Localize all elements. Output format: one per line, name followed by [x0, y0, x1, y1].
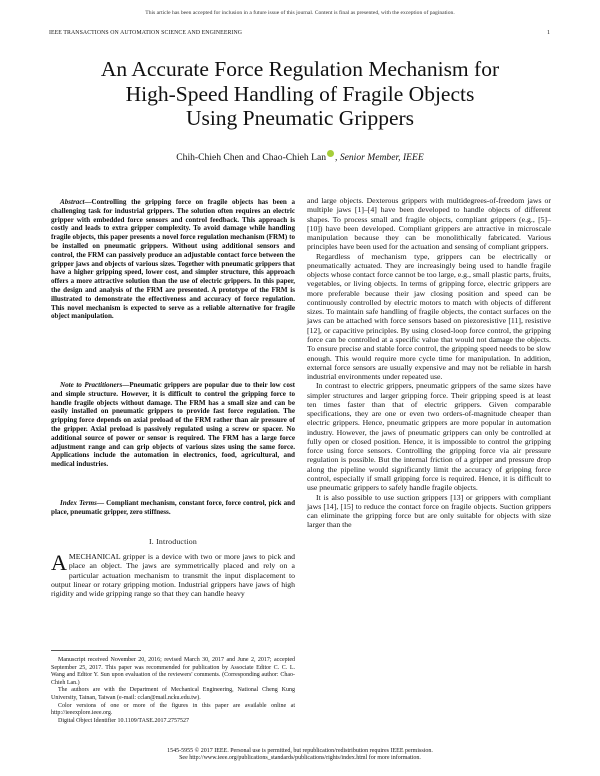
author-line: [0, 150, 600, 163]
index-terms: [51, 499, 295, 517]
footnote: Digital Object Identifier 10.1109/TASE.2017.2757527: [58, 717, 189, 724]
body-paragraph: Regardless of mechanism type, grippers can be electrically or pneumatically actuated. They are increasingly being used to handle fragile objects whose contact force cannot be too large, e.g., small plastic parts, fruits, vegetables, or living objects. In terms of gripping force, electric grippers are more preferable because their jaw closing position and speed can be continuously controlled by electric motors to match with objects of different sizes. To maintain safe handling of fragile objects, the contact surfaces on the jaws can be attached with force sensors based on piezoresistive [11], resistive [12], or capacitive principles. By using closed-loop force control, the gripping force can be controlled at a specific value that would not damage the objects. To ensure precise and stable force control, the gripping speed needs to be slow enough. This would require more cycle time for manipulation. In addition, external force sensors are usually expensive and may not be reliable in harsh industrial environments under repeated use.: [307, 251, 551, 382]
abstract-text: —Controlling the gripping force on fragile objects has been a challenging task for industrial grippers. The solution often requires an electric gripper with embedded force sensors and control feedback. This approach is costly and leads to extra gripper complexity. To avoid damage while handling fragile objects, this paper presents a novel force regulation mechanism (FRM) to be installed on pneumatic grippers. Without using additional sensors and control, the FRM can passively produce an adjustable contact force between the gripper jaws and objects of various sizes. Together with pneumatic grippers that have a higher gripping speed, lower cost, and simpler structure, this approach offers a more attractive solution than the use of electric grippers. In this paper, the design and analysis of the FRM are presented. A prototype of the FRM is illustrated to demonstrate the effectiveness and accuracy of force regulation. This novel mechanism is expected to serve as a reliable alternative for fragile object manipulation.: [51, 198, 295, 321]
running-head: IEEE TRANSACTIONS ON AUTOMATION SCIENCE AND ENGINEERING: [49, 30, 243, 36]
body-paragraph: It is also possible to use suction grippers [13] or grippers with compliant jaws [14], [15] to reduce the contact force on fragile objects. Suction grippers can eliminate the gripping force but are only suitable for objects with size larger than the: [307, 492, 551, 530]
orcid-icon[interactable]: [327, 150, 334, 157]
abstract: [51, 198, 295, 321]
paper-title: [40, 57, 560, 131]
drop-cap: A: [51, 550, 67, 575]
intro-paragraph: [51, 552, 295, 598]
note-label: Note to Practitioners: [60, 381, 123, 389]
intro-text: gripper is a device with two or more jaws to pick and place an object. The jaws are symmetrically placed and rely on a particular actuation mechanism to transmit the input displacement to output linear or rotary gripping motion. Industrial grippers have jaws of high rigidity and wide gripping range so that they can handle heavy: [51, 552, 295, 599]
index-terms-text: — Compliant mechanism, constant force, force control, pick and place, pneumatic gripper, zero stiffness.: [51, 499, 296, 516]
page-number: 1: [547, 30, 550, 36]
acceptance-note: This article has been accepted for inclusion in a future issue of this journal. Content is final as presented, with the exception of pagination.: [145, 10, 455, 16]
footnote-divider: [51, 650, 141, 651]
footnote: The authors are with the Department of Mechanical Engineering, National Cheng Kung University, Tainan, Taiwan (e-mail: cclan@mail.ncku.edu.tw).: [51, 687, 295, 701]
footnote: Manuscript received November 20, 2016; revised March 30, 2017 and June 2, 2017; accepted September 25, 2017. This paper was recommended for publication by Associate Editor C. C. L. Wang and Editor Y. Sun upon evaluation of the reviewers' comments. (Corresponding author: Chao-Chieh Lan.): [51, 657, 295, 686]
section-heading: I. Introduction: [148, 537, 198, 546]
footnotes: [51, 657, 295, 725]
body-paragraph: and large objects. Dexterous grippers with multidegrees-of-freedom jaws or multiple jaws [1]–[4] have been developed to handle objects of different shapes. To process small and fragile objects, compliant grippers (e.g., [5]–[10]) have been developed. Compliant grippers are attractive in microscale manipulation because they can be monolithically fabricated. Various principles have been used for the actuation and sensing of compliant grippers.: [307, 196, 551, 252]
intro-first-word: MECHANICAL: [68, 552, 121, 561]
index-terms-label: Index Terms: [60, 499, 97, 507]
note-to-practitioners: [51, 381, 295, 469]
title-line: Using Pneumatic Grippers: [185, 106, 415, 130]
body-paragraph: In contrast to electric grippers, pneumatic grippers of the same sizes have simpler structures and larger gripping force. Their gripping speed is at least ten times faster than that of electric grippers. Given comparable specifications, they are one or even two orders-of-magnitude cheaper than electric grippers. Hence, pneumatic grippers are more popular in automation industry. However, the jaws of pneumatic grippers can only be controlled at fully open or closed position. Hence, it is impossible to control the gripping force using force sensors. Controlling the gripping force via air pressure regulation is possible. But the internal friction of a gripper and pressure drop along the pipeline would significantly limit the accuracy of gripping force control, especially if small gripping force is required. Hence, it is difficult to use pneumatic grippers to safely handle fragile objects.: [307, 381, 551, 493]
footnote: Color versions of one or more of the figures in this paper are available online at http://ieeexplore.ieee.org.: [51, 702, 295, 717]
note-text: —Pneumatic grippers are popular due to their low cost and simple structure. However, it is difficult to control the gripping force to handle fragile objects without damage. The FRM has a small size and can be easily installed on pneumatic grippers to provide fast force regulation. The gripping force depends on axial preload of the FRM rather than air pressure of the gripper. Axial preload is passively regulated using a screw or spacer. No additional source of power or sensor is required. The FRM has a large force adjustment range and can grip objects of various sizes using the same force. Applications include the automation in electronics, food, agricultural, and medical industries.: [51, 381, 295, 469]
rights-link[interactable]: See http://www.ieee.org/publications_standards/publications/rights/index.html for more information.: [179, 755, 421, 762]
right-column: [307, 196, 551, 530]
title-line: An Accurate Force Regulation Mechanism for: [100, 57, 500, 81]
title-line: High-Speed Handling of Fragile Objects: [125, 81, 475, 106]
abstract-label: Abstract: [60, 198, 85, 206]
author-membership: , Senior Member, IEEE: [335, 152, 424, 163]
copyright-footer: [0, 748, 600, 763]
copyright-line: 1545-5955 © 2017 IEEE. Personal use is permitted, but republication/redistribution requires IEEE permission.: [167, 748, 433, 754]
author-names: Chih-Chieh Chen and Chao-Chieh Lan: [176, 152, 327, 163]
